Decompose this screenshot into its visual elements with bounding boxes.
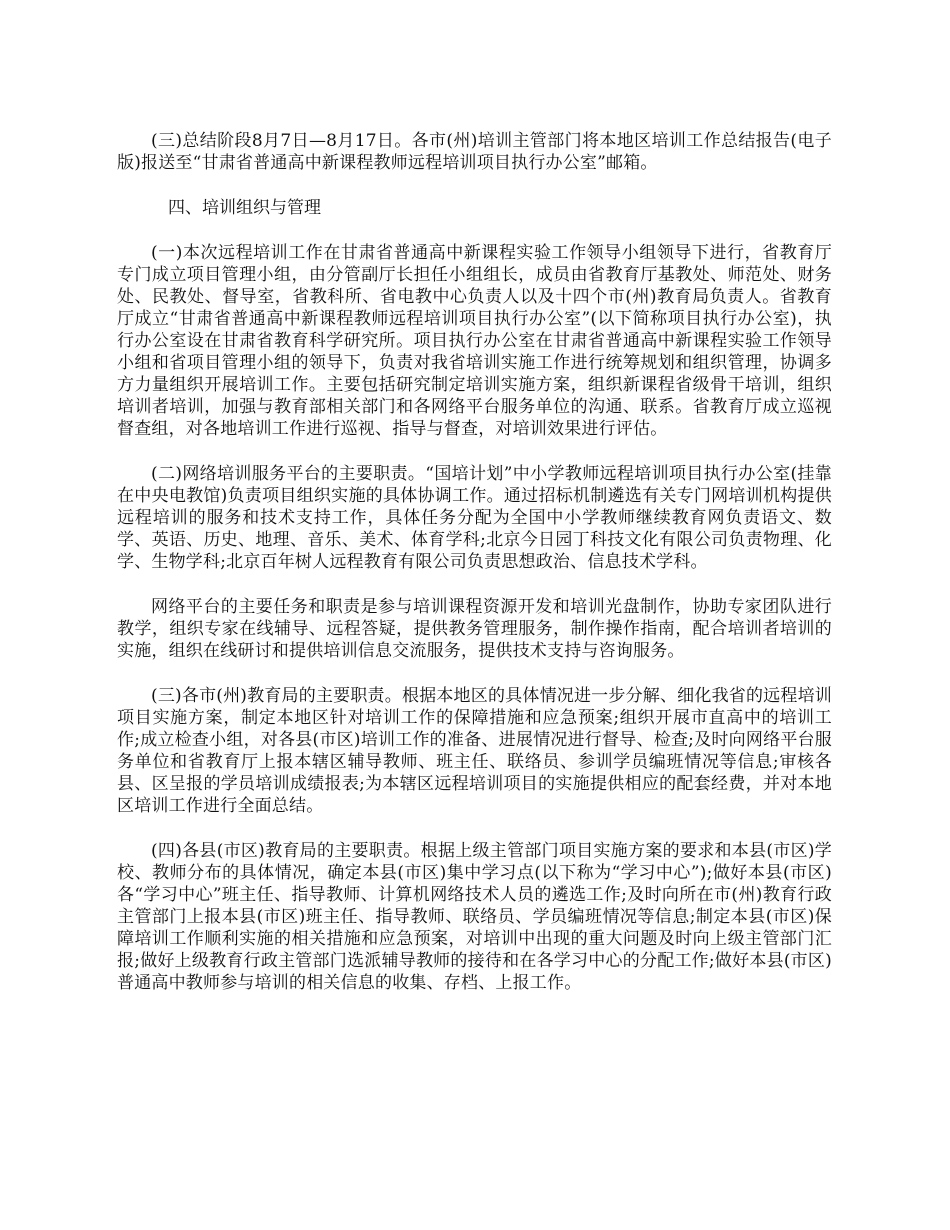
paragraph-leadership-structure: (一)本次远程培训工作在甘肃省普通高中新课程实验工作领导小组领导下进行，省教育厅专门成立项目管理小组，由分管副厅长担任小组组长，成员由省教育厅基教处、师范处、财务处、民教处、督导室，省教科所、省电教中心负责人以及十四个市(州)教育局负责人。省教育厅成立“甘肃省普通高中新课程教师远程培训项目执行办公室”(以下简称项目执行办公室)，执行办公室设在甘肃省教育科学研究所。项目执行办公室在甘肃省普通高中新课程实验工作领导小组和省项目管理小组的领导下，负责对我省培训实施工作进行统筹规划和组织管理，协调多方力量组织开展培训工作。主要包括研究制定培训实施方案，组织新课程省级骨干培训，组织培训者培训，加强与教育部相关部门和各网络平台服务单位的沟通、联系。省教育厅成立巡视督查组，对各地培训工作进行巡视、指导与督查，对培训效果进行评估。 (117, 243, 832, 439)
paragraph-county-bureau-duties: (四)各县(市区)教育局的主要职责。根据上级主管部门项目实施方案的要求和本县(市区)学校、教师分布的具体情况，确定本县(市区)集中学习点(以下称为“学习中心”);做好本县(市区)各“学习中心”班主任、指导教师、计算机网络技术人员的遴选工作;及时向所在市(州)教育行政主管部门上报本县(市区)班主任、指导教师、联络员、学员编班情况等信息;制定本县(市区)保障培训工作顺利实施的相关措施和应急预案，对培训中出现的重大问题及时向上级主管部门汇报;做好上级教育行政主管部门选派辅导教师的接待和在各学习中心的分配工作;做好本县(市区)普通高中教师参与培训的相关信息的收集、存档、上报工作。 (117, 841, 832, 993)
document-body (117, 130, 832, 1017)
section-heading-training-organization: 四、培训组织与管理 (168, 198, 321, 218)
paragraph-platform-duties: (二)网络培训服务平台的主要职责。“国培计划”中小学教师远程培训项目执行办公室(挂靠在中央电教馆)负责项目组织实施的具体协调工作。通过招标机制遴选有关专门网培训机构提供远程培训的服务和技术支持工作，具体任务分配为全国中小学教师继续教育网负责语文、数学、英语、历史、地理、音乐、美术、体育学科;北京今日园丁科技文化有限公司负责物理、化学、生物学科;北京百年树人远程教育有限公司负责思想政治、信息技术学科。 (117, 464, 832, 572)
paragraph-platform-tasks: 网络平台的主要任务和职责是参与培训课程资源开发和培训光盘制作，协助专家团队进行教学，组织专家在线辅导、远程答疑，提供教务管理服务，制作操作指南，配合培训者培训的实施，组织在线研讨和提供培训信息交流服务，提供技术支持与咨询服务。 (117, 597, 832, 661)
paragraph-summary-stage: (三)总结阶段8月7日—8月17日。各市(州)培训主管部门将本地区培训工作总结报告(电子版)报送至“甘肃省普通高中新课程教师远程培训项目执行办公室”邮箱。 (117, 131, 832, 173)
paragraph-city-bureau-duties: (三)各市(州)教育局的主要职责。根据本地区的具体情况进一步分解、细化我省的远程培训项目实施方案，制定本地区针对培训工作的保障措施和应急预案;组织开展市直高中的培训工作;成立检查小组，对各县(市区)培训工作的准备、进展情况进行督导、检查;及时向网络平台服务单位和省教育厅上报本辖区辅导教师、班主任、联络员、参训学员编班情况等信息;审核各县、区呈报的学员培训成绩报表;为本辖区远程培训项目的实施提供相应的配套经费，并对本地区培训工作进行全面总结。 (117, 686, 832, 816)
